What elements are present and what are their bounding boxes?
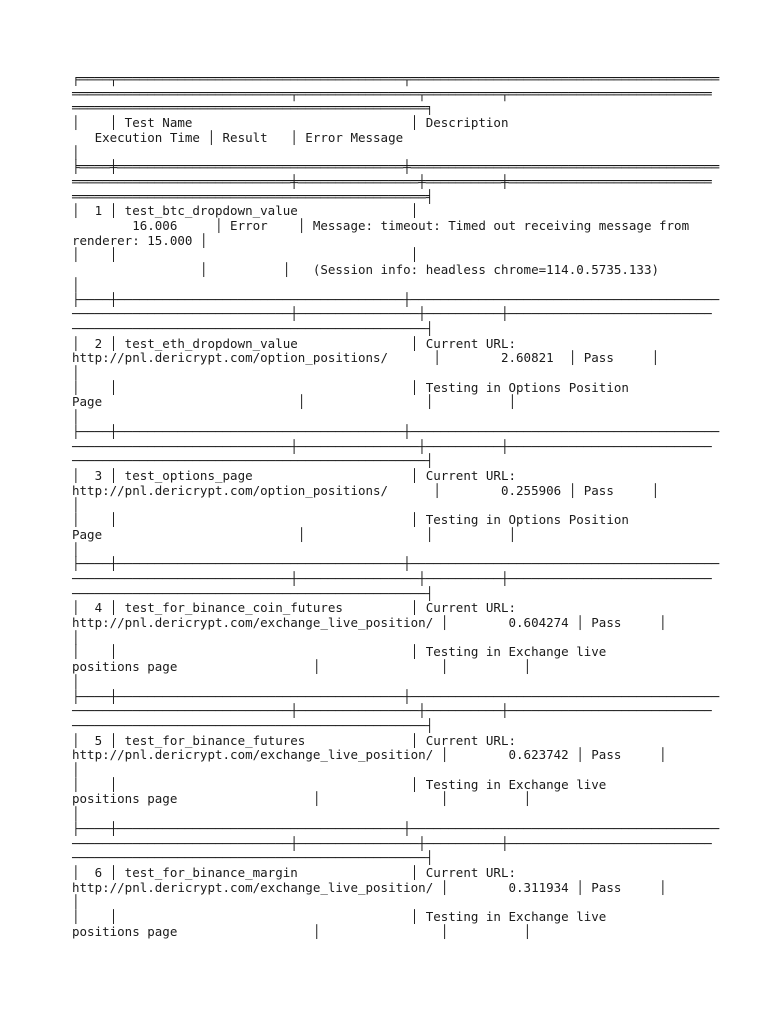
table-text-line: │ │ │ Testing in Options Position bbox=[72, 379, 629, 395]
table-text-line: │ │ │ bbox=[72, 247, 419, 263]
table-text-line: Execution Time │ Result │ Error Message bbox=[72, 129, 404, 145]
table-text-line: │ bbox=[72, 365, 80, 381]
table-text-line: ├────┼──────────────────────────────────────┼───────────────────────────────────────── bbox=[72, 423, 720, 439]
table-text-line: positions page │ │ │ bbox=[72, 659, 532, 675]
table-text-line: http://pnl.dericrypt.com/option_positions/ │ 0.255906 │ Pass │ bbox=[72, 482, 659, 498]
table-text-line: │ │ │ Testing in Exchange live bbox=[72, 776, 607, 792]
table-text-line: ═══════════════════════════════════════════════╕ bbox=[72, 100, 434, 116]
table-text-line: Page │ │ │ bbox=[72, 394, 517, 410]
table-text-line: ───────────────────────────────────────────────┤ bbox=[72, 850, 434, 866]
table-text-line: │ │ Test Name │ Description bbox=[72, 115, 509, 131]
table-text-line: │ │ │ Testing in Options Position bbox=[72, 512, 629, 528]
table-text-line: │ bbox=[72, 762, 80, 778]
table-text-line: http://pnl.dericrypt.com/exchange_live_position/ │ 0.604274 │ Pass │ bbox=[72, 615, 667, 631]
table-text-line: ╒════╤══════════════════════════════════════╤═════════════════════════════════════════ bbox=[72, 71, 720, 86]
table-text-line: positions page │ │ │ bbox=[72, 791, 532, 807]
table-text-line: http://pnl.dericrypt.com/option_positions/ │ 2.60821 │ Pass │ bbox=[72, 350, 659, 366]
table-text-line: │ bbox=[72, 629, 80, 645]
table-text-line: ═════════════════════════════╪════════════════╪══════════╪═══════════════════════════ bbox=[72, 173, 712, 189]
table-text-line: ─────────────────────────────┼────────────────┼──────────┼─────────────────────────── bbox=[72, 570, 712, 586]
table-text-line: │ bbox=[72, 894, 80, 910]
table-text-line: │ bbox=[72, 276, 80, 292]
table-text-line: ├────┼──────────────────────────────────────┼───────────────────────────────────────── bbox=[72, 688, 720, 704]
table-text-line: │ 4 │ test_for_binance_coin_futures │ Current URL: bbox=[72, 600, 517, 616]
table-text-line: http://pnl.dericrypt.com/exchange_live_position/ │ 0.311934 │ Pass │ bbox=[72, 879, 667, 895]
table-text-line: │ bbox=[72, 497, 80, 513]
table-text-line: Page │ │ │ bbox=[72, 526, 517, 542]
table-text-line: ───────────────────────────────────────────────┤ bbox=[72, 717, 434, 733]
table-text-line: ├────┼──────────────────────────────────────┼───────────────────────────────────────── bbox=[72, 291, 720, 307]
table-text-line: ═════════════════════════════╤════════════════╤══════════╤═══════════════════════════ bbox=[72, 85, 712, 101]
table-text-line: ─────────────────────────────┼────────────────┼──────────┼─────────────────────────── bbox=[72, 703, 712, 719]
table-text-line: 16.006 │ Error │ Message: timeout: Timed out receiving message from bbox=[72, 218, 690, 234]
table-text-line: ├────┼──────────────────────────────────────┼───────────────────────────────────────── bbox=[72, 820, 720, 836]
table-text-line: │ │ │ Testing in Exchange live bbox=[72, 909, 607, 925]
table-text-line: │ bbox=[72, 673, 80, 689]
table-text-line: │ 5 │ test_for_binance_futures │ Current URL: bbox=[72, 732, 517, 748]
table-text-line: │ bbox=[72, 409, 80, 425]
table-text-line: ─────────────────────────────┼────────────────┼──────────┼─────────────────────────── bbox=[72, 835, 712, 851]
table-text-line: ╞════╪══════════════════════════════════════╪═════════════════════════════════════════ bbox=[72, 159, 720, 175]
table-text-line: │ bbox=[72, 144, 80, 160]
table-text-line: renderer: 15.000 │ bbox=[72, 232, 208, 248]
table-text-line: ─────────────────────────────┼────────────────┼──────────┼─────────────────────────── bbox=[72, 438, 712, 454]
table-text-line: ─────────────────────────────┼────────────────┼──────────┼─────────────────────────── bbox=[72, 306, 712, 322]
table-text-line: │ │ │ Testing in Exchange live bbox=[72, 644, 607, 660]
table-text-line: │ bbox=[72, 806, 80, 822]
ascii-results-table bbox=[72, 72, 719, 939]
table-text-line: ───────────────────────────────────────────────┤ bbox=[72, 320, 434, 336]
table-text-line: │ 1 │ test_btc_dropdown_value │ bbox=[72, 203, 419, 219]
table-text-line: │ bbox=[72, 541, 80, 557]
table-text-line: positions page │ │ │ bbox=[72, 923, 532, 939]
table-text-line: │ │ (Session info: headless chrome=114.0.5735.133) bbox=[72, 262, 659, 278]
table-text-line: │ 2 │ test_eth_dropdown_value │ Current URL: bbox=[72, 335, 517, 351]
table-text-line: ═══════════════════════════════════════════════╡ bbox=[72, 188, 434, 204]
table-text-line: http://pnl.dericrypt.com/exchange_live_position/ │ 0.623742 │ Pass │ bbox=[72, 747, 667, 763]
table-text-line: ───────────────────────────────────────────────┤ bbox=[72, 585, 434, 601]
table-text-line: ───────────────────────────────────────────────┤ bbox=[72, 453, 434, 469]
table-text-line: │ 3 │ test_options_page │ Current URL: bbox=[72, 467, 517, 483]
table-text-line: ├────┼──────────────────────────────────────┼───────────────────────────────────────── bbox=[72, 556, 720, 572]
table-text-line: │ 6 │ test_for_binance_margin │ Current URL: bbox=[72, 864, 517, 880]
